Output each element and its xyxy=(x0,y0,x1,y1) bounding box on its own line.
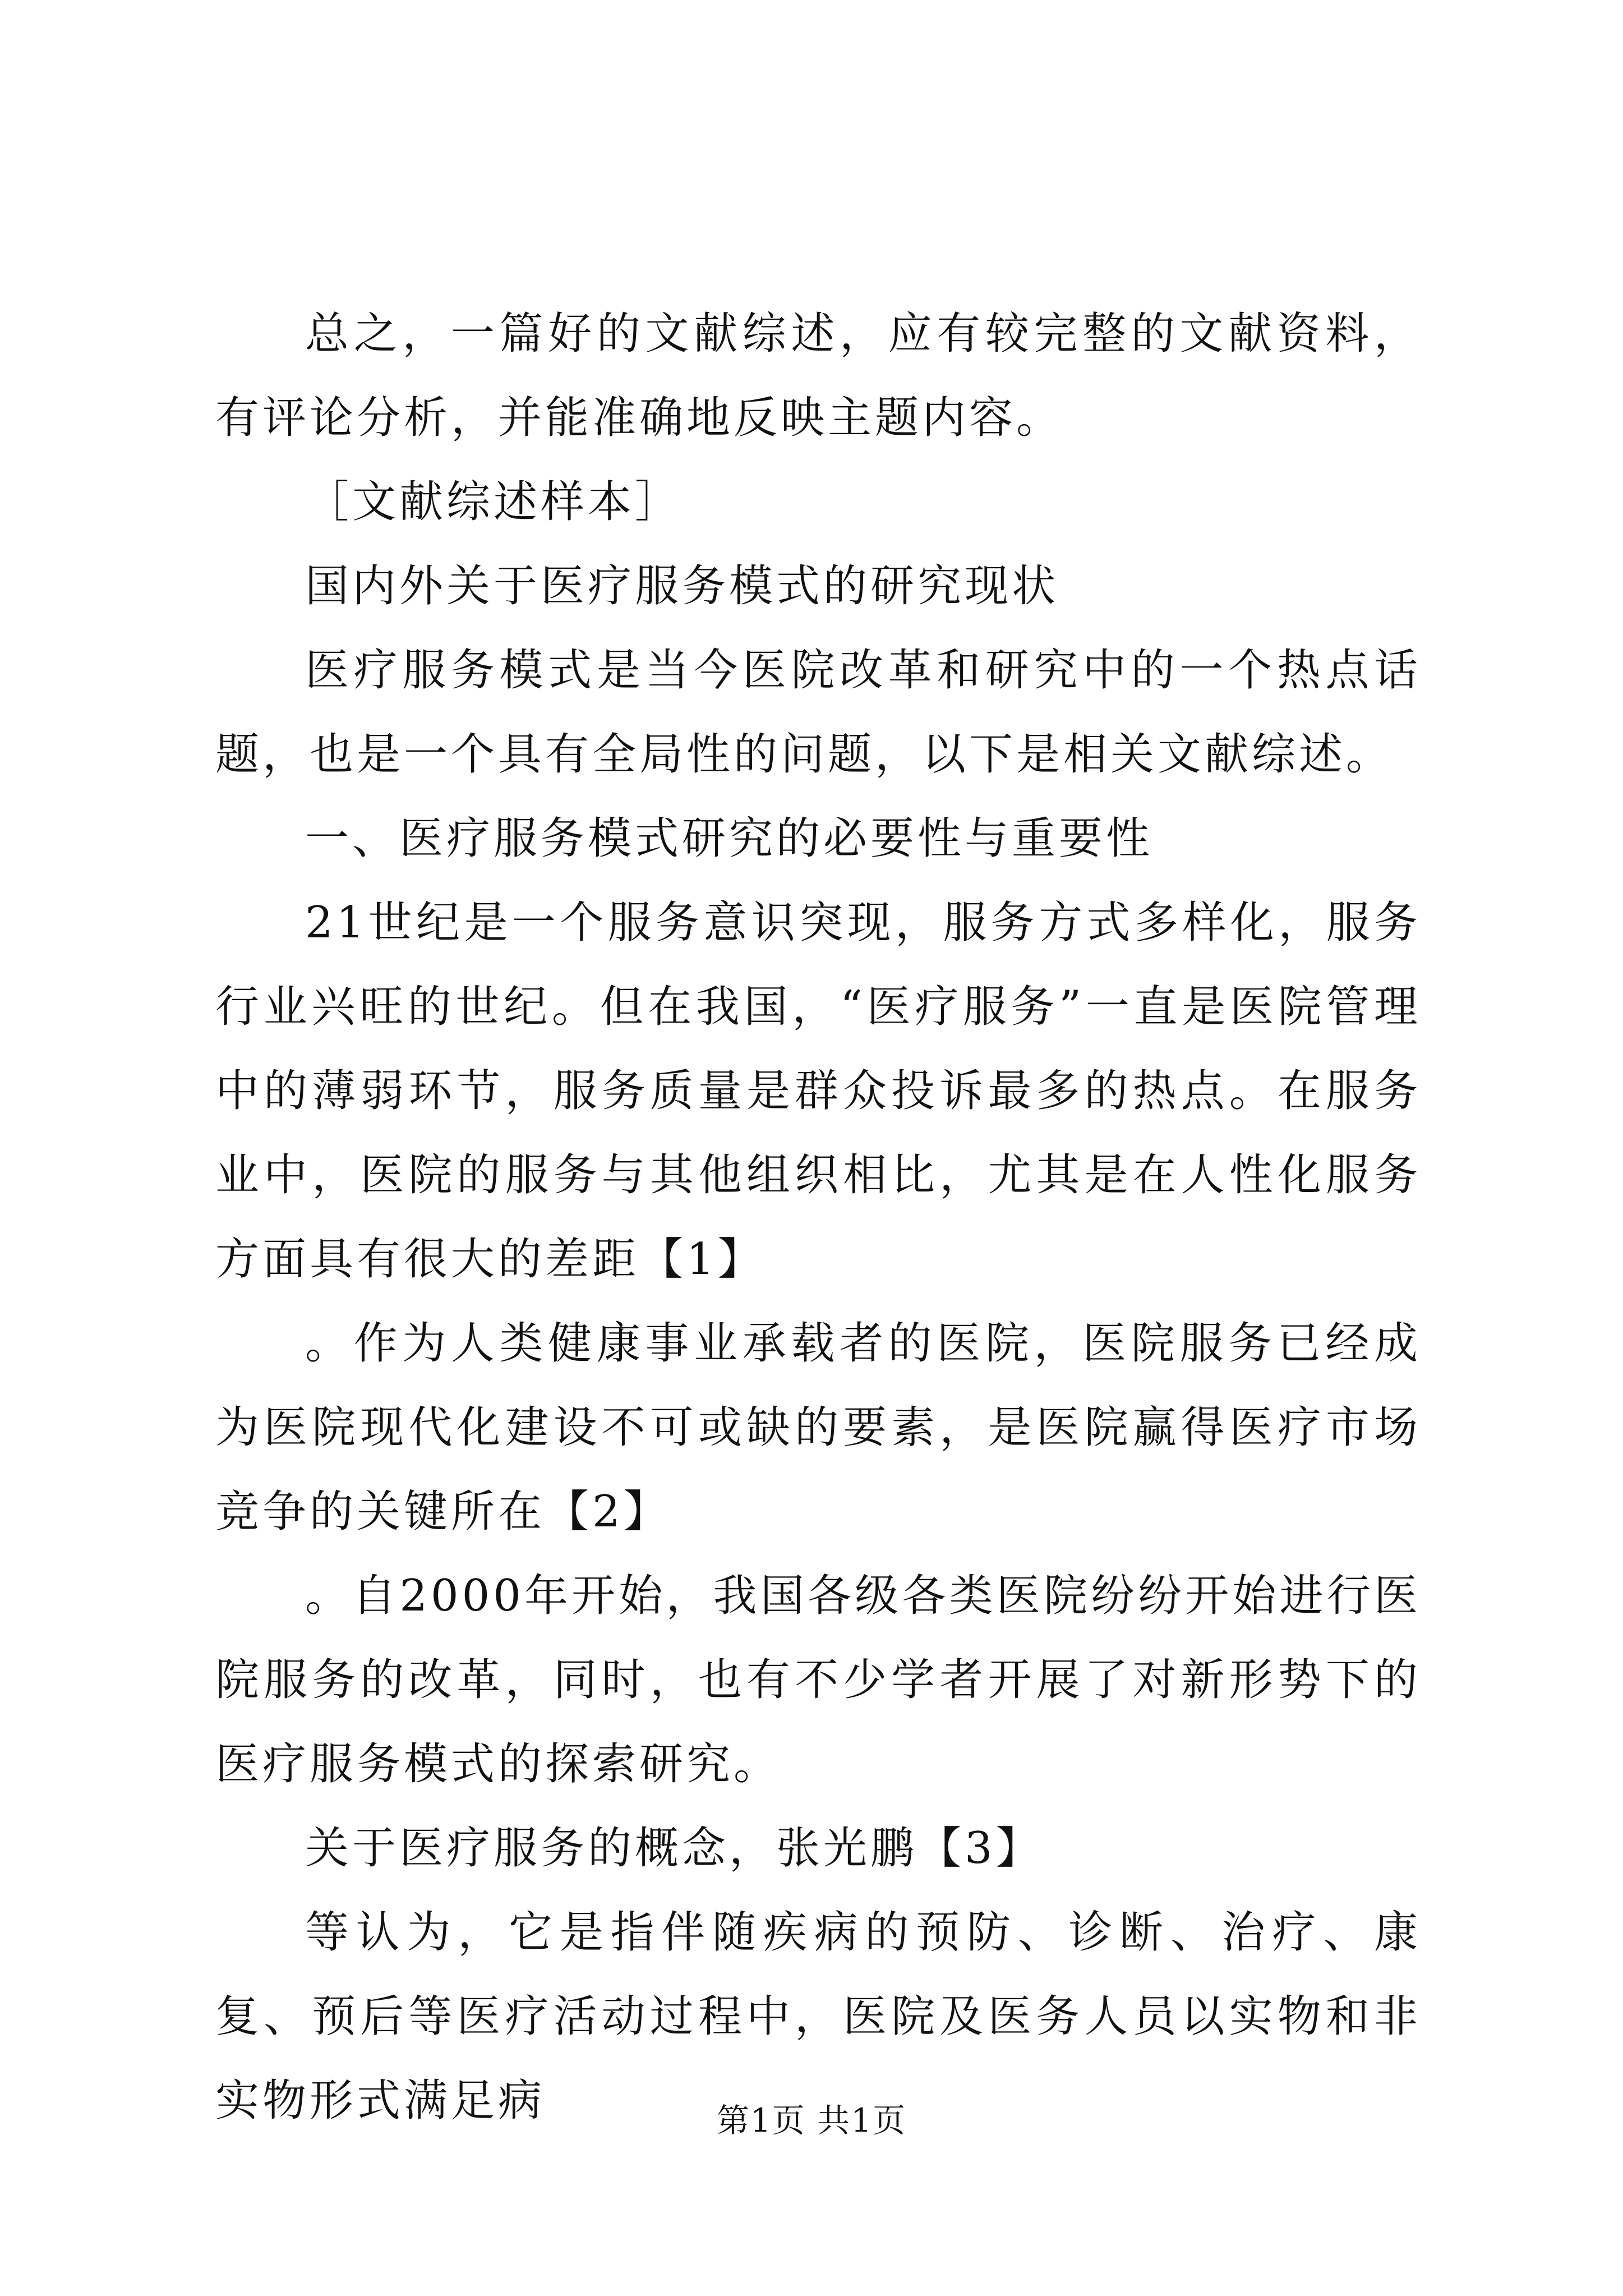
paragraph-sample-label: ［文献综述样本］ xyxy=(305,477,683,527)
paragraph-hospital-service: 。作为人类健康事业承载者的医院，医院服务已经成为医院现代化建设不可或缺的要素，是医院赢得医疗市场竞争的关键所在【2】 xyxy=(215,1318,1421,1537)
paragraph-title: 国内外关于医疗服务模式的研究现状 xyxy=(305,561,1059,611)
paragraph-intro: 医疗服务模式是当今医院改革和研究中的一个热点话题，也是一个具有全局性的问题，以下是相关文献综述。 xyxy=(215,645,1421,780)
page-footer: 第1页 共1页 xyxy=(716,2101,907,2139)
paragraph-conclusion: 总之，一篇好的文献综述，应有较完整的文献资料，有评论分析，并能准确地反映主题内容。 xyxy=(215,309,1421,443)
document-body xyxy=(215,292,1421,2143)
paragraph-concept: 关于医疗服务的概念，张光鹏【3】 xyxy=(305,1823,1043,1874)
section-heading-1: 一、医疗服务模式研究的必要性与重要性 xyxy=(305,813,1154,864)
paragraph-21st-century: 21世纪是一个服务意识突现，服务方式多样化，服务行业兴旺的世纪。但在我国，“医疗服务”一直是医院管理中的薄弱环节，服务质量是群众投诉最多的热点。在服务业中，医院的服务与其他组织相比，尤其是在人性化服务方面具有很大的差距【1】 xyxy=(215,898,1421,1285)
paragraph-definition: 等认为，它是指伴随疾病的预防、诊断、治疗、康复、预后等医疗活动过程中，医院及医务人员以实物和非实物形式满足病 xyxy=(215,1907,1421,2126)
paragraph-since-2000: 。自2000年开始，我国各级各类医院纷纷开始进行医院服务的改革，同时，也有不少学者开展了对新形势下的医疗服务模式的探索研究。 xyxy=(215,1571,1421,1789)
